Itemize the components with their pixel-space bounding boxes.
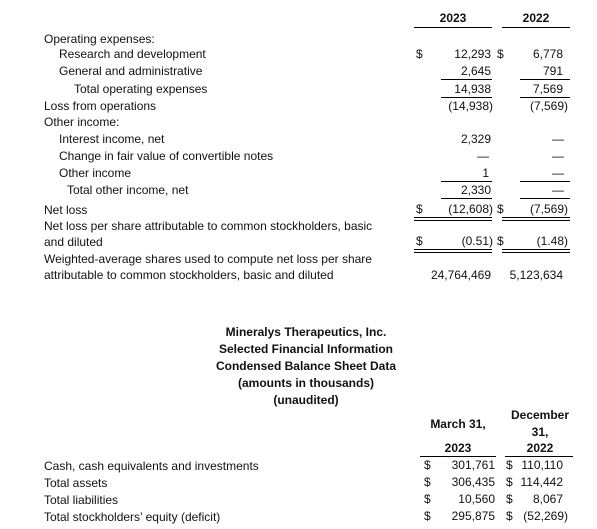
value-cash-2022: 110,110 — [521, 458, 563, 472]
value-net-loss-2022: (7,569) — [529, 202, 568, 216]
value-total-opex-2023: 14,938 — [454, 82, 491, 96]
col-header-2022: 2022 — [522, 11, 550, 25]
value-total-other-2022: — — [552, 183, 564, 197]
value-rnd-2023: 12,293 — [454, 47, 491, 61]
subtotal-line — [520, 181, 570, 182]
subtotal-line — [441, 79, 492, 80]
row-label-other: Other income — [59, 166, 132, 180]
section-operating-expenses: Operating expenses: — [44, 32, 155, 46]
currency-symbol: $ — [497, 47, 504, 61]
row-label-cash: Cash, cash equivalents and investments — [44, 459, 259, 473]
value-eps-2023: (0.51) — [461, 234, 493, 248]
row-label-gna: General and administrative — [59, 64, 203, 78]
header-underline-december — [505, 456, 573, 457]
subtotal-line — [520, 97, 570, 98]
value-gna-2023: 2,645 — [460, 64, 491, 78]
value-other-2022: — — [552, 166, 564, 180]
col-header-2023: 2023 — [439, 11, 467, 25]
currency-symbol: $ — [424, 458, 431, 472]
col-header-2022: 2022 — [526, 441, 554, 455]
col-header-31: 31, — [531, 425, 549, 439]
value-fair-value-2022: — — [552, 149, 564, 163]
company-name: Mineralys Therapeutics, Inc. — [225, 325, 387, 339]
value-equity-2023: 295,875 — [451, 509, 495, 523]
value-loss-ops-2022: (7,569) — [529, 99, 568, 113]
value-loss-ops-2023: (14,938) — [448, 99, 493, 113]
total-double-line — [502, 217, 570, 221]
header-underline-march — [420, 456, 496, 457]
row-label-rnd: Research and development — [59, 47, 206, 61]
section-subtitle: Condensed Balance Sheet Data — [215, 359, 397, 373]
value-total-assets-2023: 306,435 — [451, 475, 495, 489]
total-double-line — [414, 249, 492, 253]
row-label-eps-line2: and diluted — [44, 235, 103, 249]
row-label-wavg-line1: Weighted-average shares used to compute net loss per share — [44, 252, 372, 266]
value-total-liabilities-2023: 10,560 — [458, 492, 495, 506]
value-total-opex-2022: 7,569 — [532, 82, 563, 96]
section-other-income: Other income: — [44, 115, 120, 129]
header-underline-2023 — [414, 27, 492, 28]
value-equity-2022: (52,269) — [523, 509, 568, 523]
subtotal-line — [441, 181, 492, 182]
value-gna-2022: 791 — [542, 64, 563, 78]
value-other-2023: 1 — [482, 166, 489, 180]
total-double-line — [414, 217, 492, 221]
row-label-loss-ops: Loss from operations — [44, 99, 157, 113]
currency-symbol: $ — [424, 509, 431, 523]
currency-symbol: $ — [424, 475, 431, 489]
row-label-interest: Interest income, net — [59, 132, 165, 146]
unaudited-note: (unaudited) — [273, 393, 339, 407]
value-total-other-2023: 2,330 — [460, 183, 491, 197]
currency-symbol: $ — [424, 492, 431, 506]
value-interest-2022: — — [552, 132, 564, 146]
total-double-line — [502, 249, 570, 253]
row-label-eps-line1: Net loss per share attributable to common stockholders, basic — [44, 219, 373, 233]
row-label-fair-value: Change in fair value of convertible notes — [59, 149, 274, 163]
currency-symbol: $ — [506, 458, 513, 472]
header-underline-2022 — [502, 27, 570, 28]
value-interest-2023: 2,329 — [460, 132, 491, 146]
currency-symbol: $ — [416, 202, 423, 216]
row-label-total-other: Total other income, net — [67, 183, 189, 197]
row-label-total-opex: Total operating expenses — [74, 82, 208, 96]
section-title: Selected Financial Information — [218, 342, 394, 356]
value-wavg-2022: 5,123,634 — [509, 268, 563, 282]
currency-symbol: $ — [497, 202, 504, 216]
value-fair-value-2023: — — [477, 149, 489, 163]
row-label-net-loss: Net loss — [44, 203, 88, 217]
value-cash-2023: 301,761 — [451, 458, 495, 472]
currency-symbol: $ — [506, 492, 513, 506]
value-wavg-2023: 24,764,469 — [430, 268, 491, 282]
value-total-assets-2022: 114,442 — [520, 475, 563, 489]
subtotal-line — [441, 198, 492, 199]
currency-symbol: $ — [497, 234, 504, 248]
value-eps-2022: (1.48) — [536, 234, 568, 248]
row-label-total-liabilities: Total liabilities — [44, 493, 119, 507]
col-header-december: December — [510, 408, 570, 422]
value-net-loss-2023: (12,608) — [448, 202, 493, 216]
row-label-equity: Total stockholders’ equity (deficit) — [44, 510, 221, 524]
amounts-note: (amounts in thousands) — [238, 376, 374, 390]
value-rnd-2022: 6,778 — [532, 47, 563, 61]
subtotal-line — [520, 79, 570, 80]
currency-symbol: $ — [416, 234, 423, 248]
row-label-wavg-line2: attributable to common stockholders, basic and diluted — [44, 268, 334, 282]
col-header-march: March 31, — [430, 417, 486, 431]
subtotal-line — [520, 198, 570, 199]
currency-symbol: $ — [506, 475, 513, 489]
currency-symbol: $ — [416, 47, 423, 61]
row-label-total-assets: Total assets — [44, 476, 108, 490]
value-total-liabilities-2022: 8,067 — [532, 492, 563, 506]
subtotal-line — [441, 97, 492, 98]
currency-symbol: $ — [506, 509, 513, 523]
col-header-2023: 2023 — [444, 441, 472, 455]
